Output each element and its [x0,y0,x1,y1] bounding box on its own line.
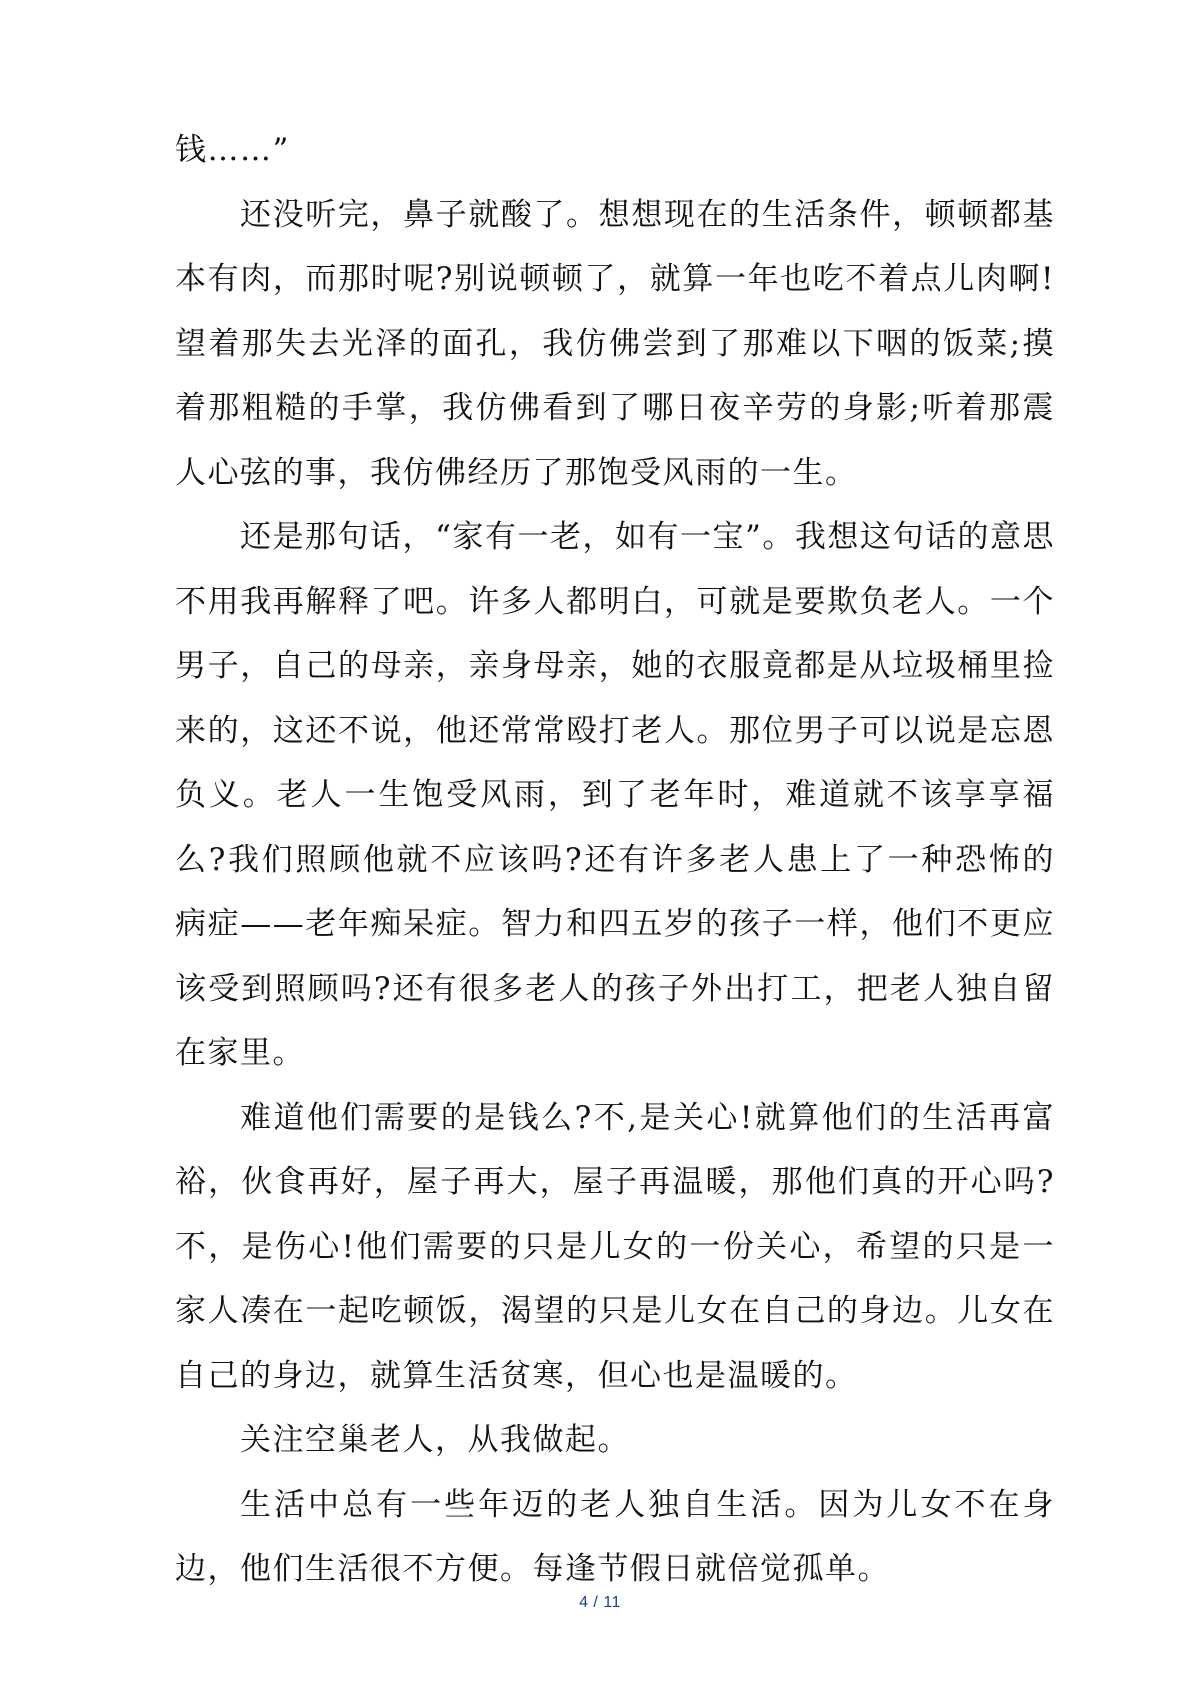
paragraph-3: 还是那句话，“家有一老，如有一宝”。我想这句话的意思不用我再解释了吧。许多人都明白，可就是要欺负老人。一个男子，自己的母亲，亲身母亲，她的衣服竟都是从垃圾桶里捡来的，这还不说，他还常常殴打老人。那位男子可以说是忘恩负义。老人一生饱受风雨，到了老年时，难道就不该享享福么?我们照顾他就不应该吗?还有许多老人患上了一种恐怖的病症——老年痴呆症。智力和四五岁的孩子一样，他们不更应该受到照顾吗?还有很多老人的孩子外出打工，把老人独自留在家里。 [175,519,1055,1071]
paragraph-6: 生活中总有一些年迈的老人独自生活。因为儿女不在身边，他们生活很不方便。每逢节假日就倍觉孤单。 [175,1486,1055,1587]
paragraph-1: 钱……” [175,132,290,168]
paragraph-5: 关注空巢老人，从我做起。 [240,1422,630,1458]
document-body [175,118,1055,1602]
page-number: 4 / 11 [579,1594,621,1611]
paragraph-2: 还没听完，鼻子就酸了。想想现在的生活条件，顿顿都基本有肉，而那时呢?别说顿顿了，就算一年也吃不着点儿肉啊!望着那失去光泽的面孔，我仿佛尝到了那难以下咽的饭菜;摸着那粗糙的手掌，我仿佛看到了哪日夜辛劳的身影;听着那震人心弦的事，我仿佛经历了那饱受风雨的一生。 [175,196,1055,491]
paragraph-4: 难道他们需要的是钱么?不,是关心!就算他们的生活再富裕，伙食再好，屋子再大，屋子再温暖，那他们真的开心吗?不，是伤心!他们需要的只是儿女的一份关心，希望的只是一家人凑在一起吃顿饭，渴望的只是儿女在自己的身边。儿女在自己的身边，就算生活贫寒，但心也是温暖的。 [175,1099,1055,1394]
